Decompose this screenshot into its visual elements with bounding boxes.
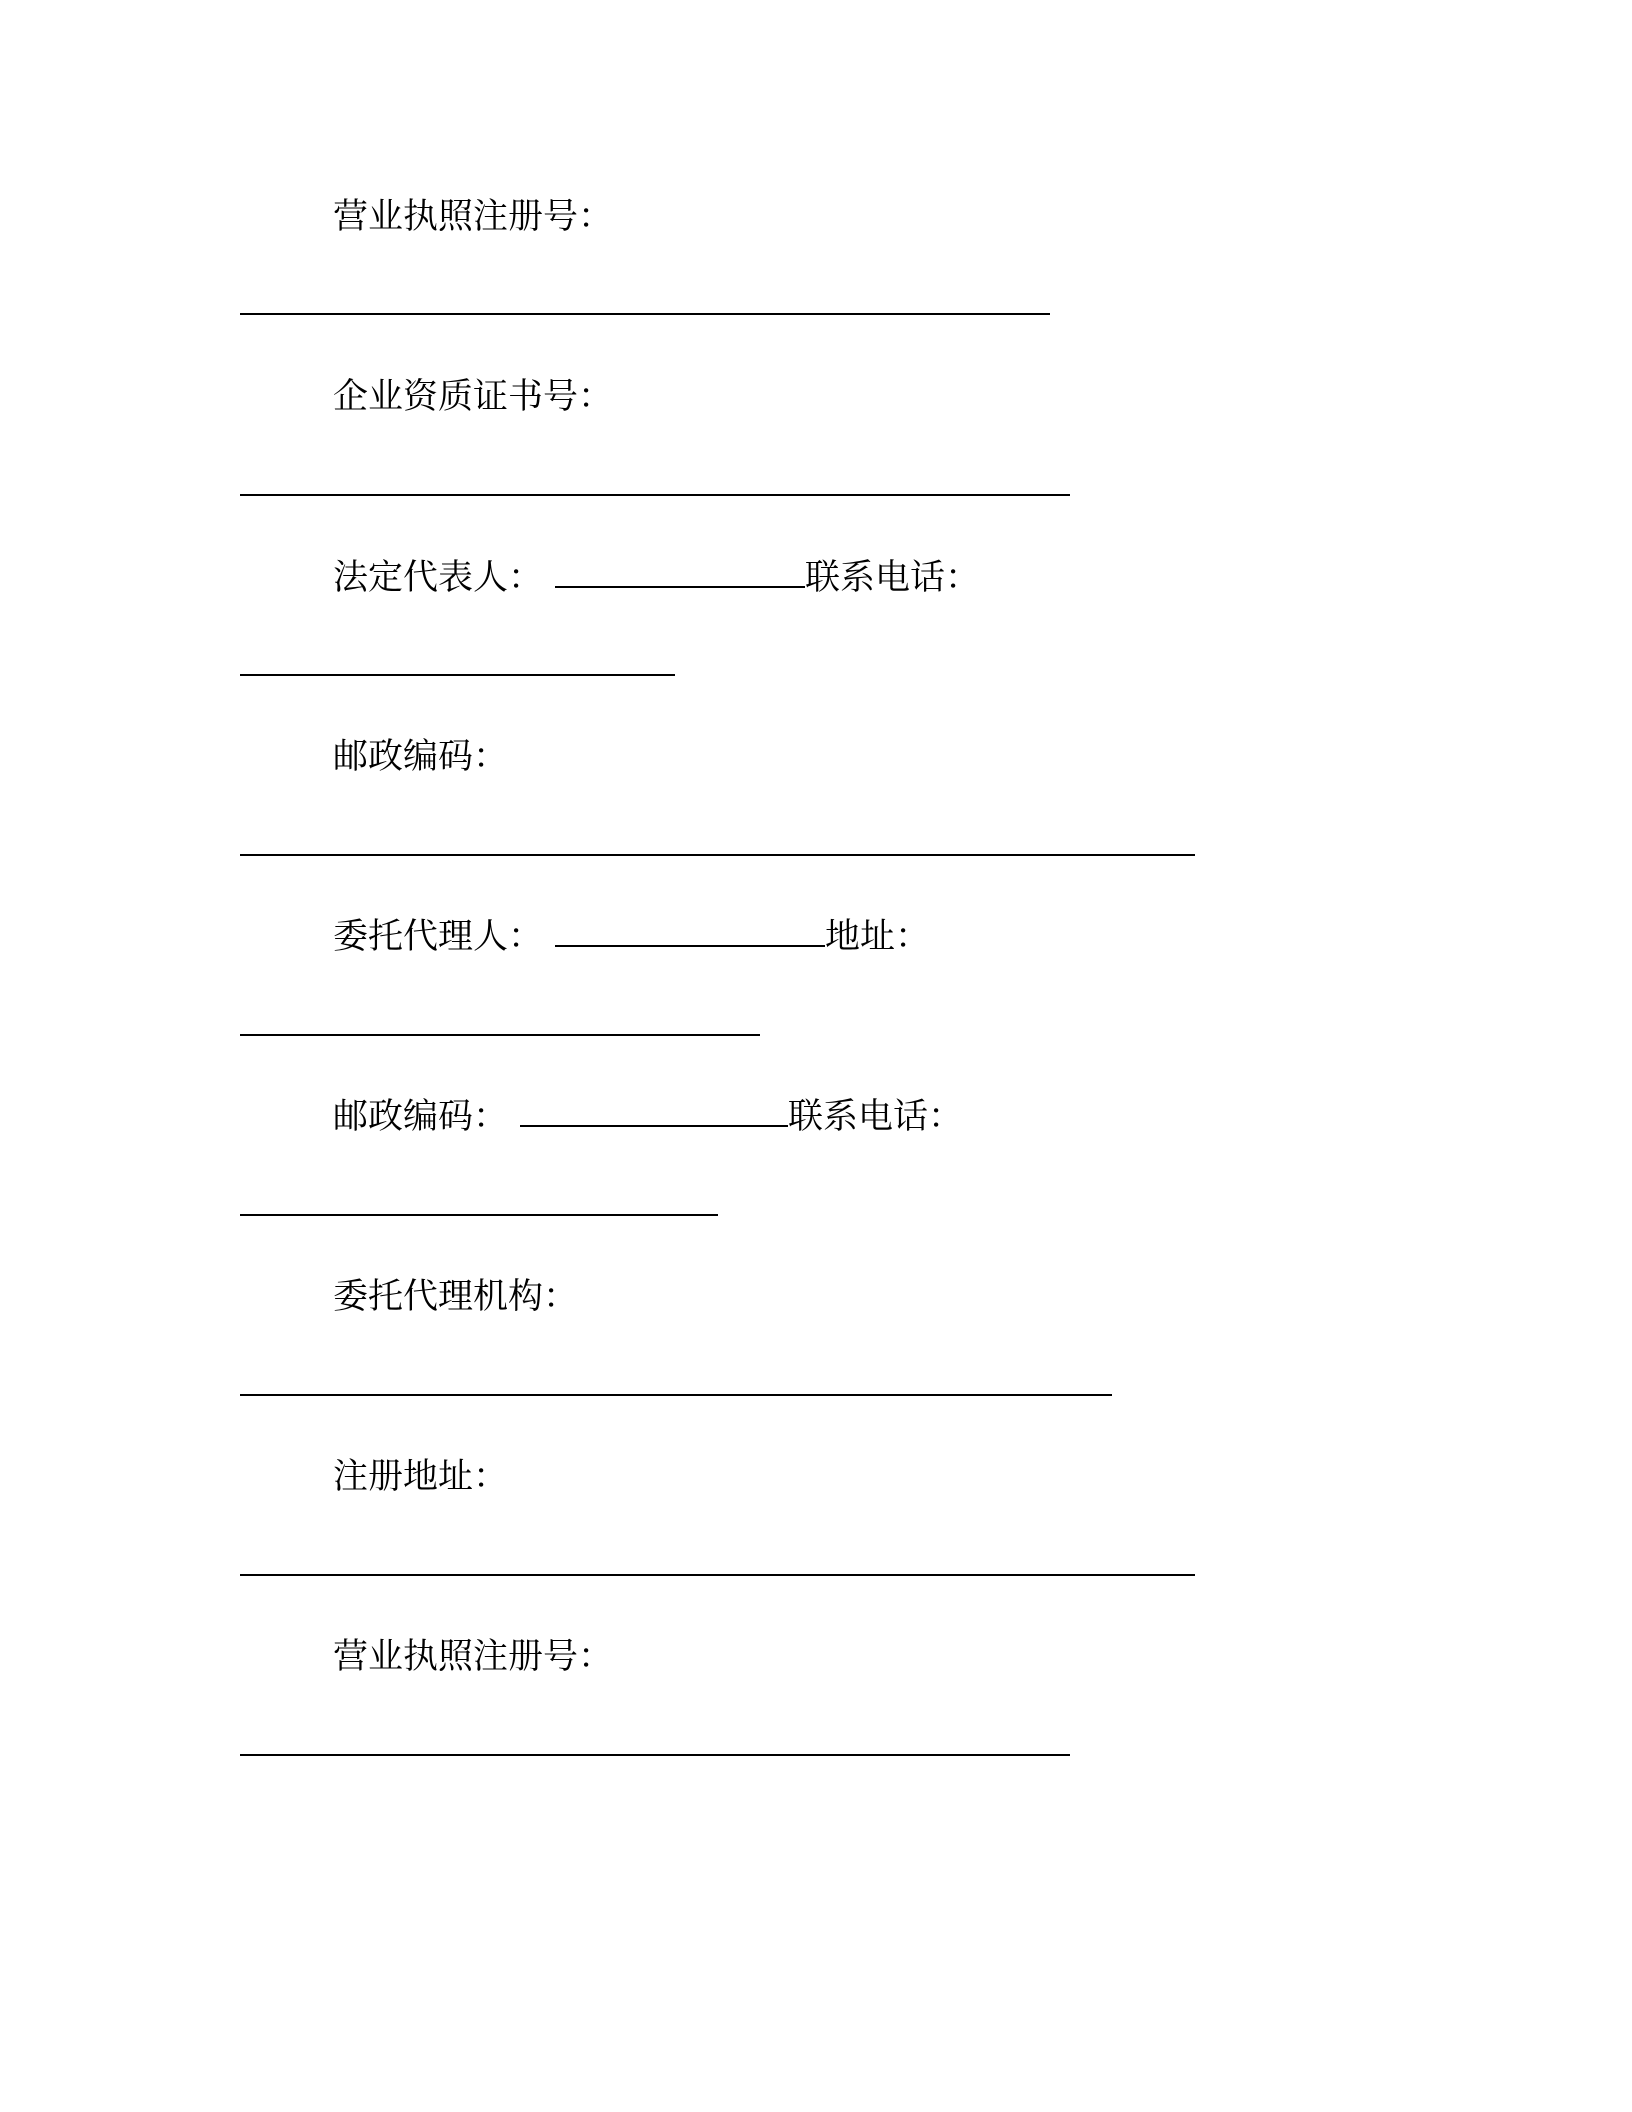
fill-in-blank-line[interactable]	[240, 854, 1195, 856]
fill-in-blank-line[interactable]	[555, 586, 805, 588]
field-label: 注册地址：	[333, 1457, 509, 1497]
field-agency	[0, 1267, 1632, 1327]
field-label: 委托代理人：	[333, 917, 544, 957]
fill-in-blank-line[interactable]	[240, 1034, 760, 1036]
field-business-license-no	[0, 187, 1632, 247]
field-label: 企业资质证书号：	[333, 377, 614, 417]
field-registered-address	[0, 1447, 1632, 1507]
field-postal-code	[0, 727, 1632, 787]
fill-in-blank-line[interactable]	[240, 1214, 718, 1216]
fill-in-blank-line[interactable]	[240, 313, 1050, 315]
field-label: 委托代理机构：	[333, 1277, 579, 1317]
field-authorized-agent	[0, 907, 1632, 967]
field-agent-postal-code	[0, 1087, 1632, 1147]
fill-in-blank-line[interactable]	[240, 674, 675, 676]
field-qualification-cert-no	[0, 367, 1632, 427]
fill-in-blank-line[interactable]	[240, 1574, 1195, 1576]
field-label-contact-phone: 联系电话：	[805, 558, 981, 598]
fill-in-blank-line[interactable]	[240, 1754, 1070, 1756]
fill-in-blank-line[interactable]	[240, 1394, 1112, 1396]
field-label: 营业执照注册号：	[333, 197, 614, 237]
field-label: 邮政编码：	[333, 737, 509, 777]
field-label: 营业执照注册号：	[333, 1637, 614, 1677]
fill-in-blank-line[interactable]	[520, 1125, 788, 1127]
field-label: 法定代表人：	[333, 558, 544, 598]
field-label-contact-phone: 联系电话：	[788, 1097, 964, 1137]
fill-in-blank-line[interactable]	[555, 945, 825, 947]
field-label-address: 地址：	[825, 917, 931, 957]
field-legal-representative	[0, 548, 1632, 608]
field-label: 邮政编码：	[333, 1097, 509, 1137]
fill-in-blank-line[interactable]	[240, 494, 1070, 496]
field-business-license-no-2	[0, 1627, 1632, 1687]
